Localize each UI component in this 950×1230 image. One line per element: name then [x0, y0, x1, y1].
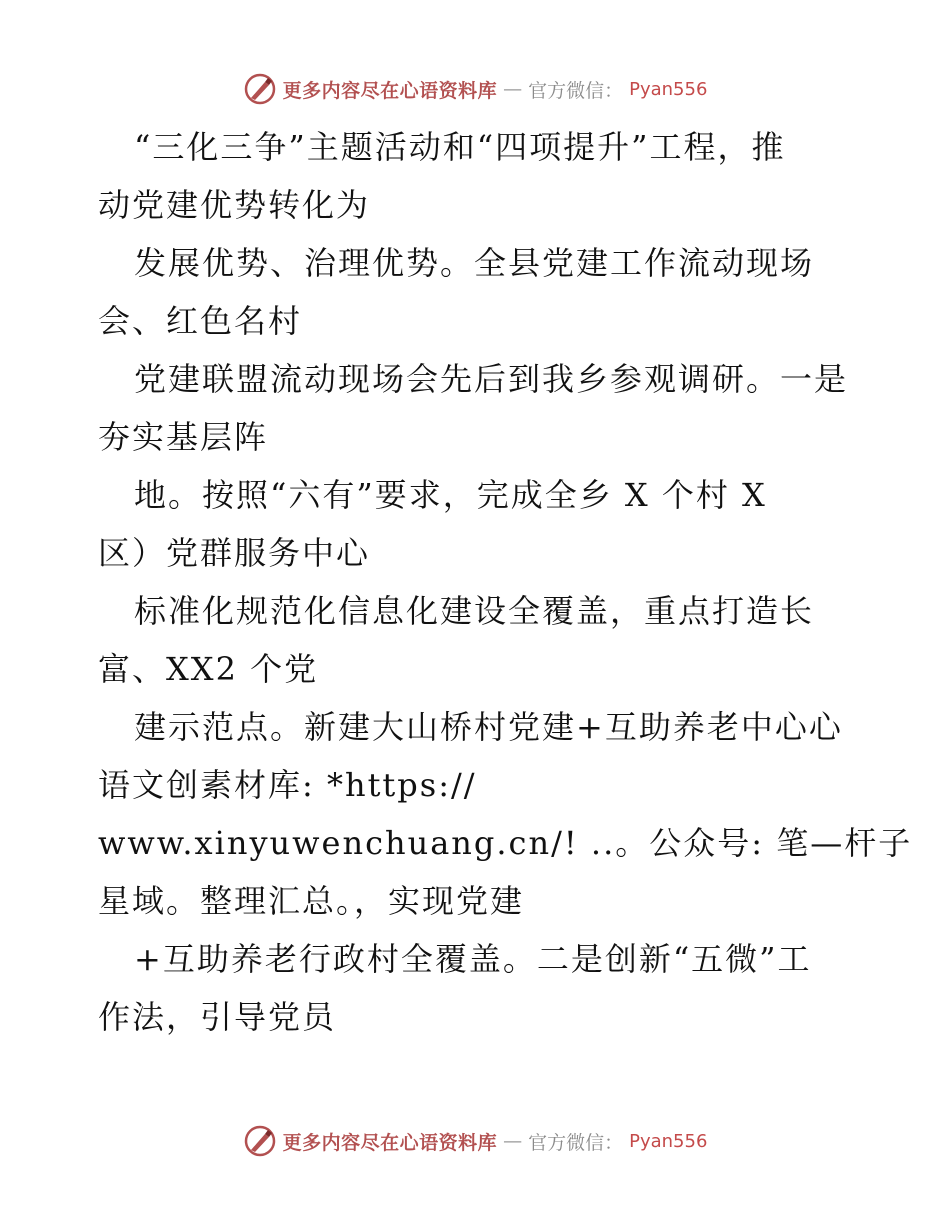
- watermark-brand-text: 更多内容尽在心语资料库: [282, 1131, 498, 1154]
- watermark-official-text: 官方微信：: [528, 79, 624, 102]
- footer-watermark: [0, 1124, 950, 1158]
- text-line: 党建联盟流动现场会先后到我乡参观调研。一是: [134, 360, 849, 398]
- watermark-official-text: 官方微信：: [528, 1131, 624, 1154]
- text-line: 富、XX2 个党: [98, 650, 319, 688]
- text-line: 区）党群服务中心: [98, 534, 371, 572]
- pen-logo-icon: [243, 72, 277, 106]
- text-line: 发展优势、治理优势。全县党建工作流动现场: [134, 244, 815, 282]
- text-line: www.xinyuwenchuang.cn/! ..。公众号: 笔—杆子: [98, 824, 913, 862]
- watermark-dash: —: [503, 1130, 523, 1152]
- text-line: 夯实基层阵: [98, 418, 269, 456]
- text-line: 语文创素材库: *https://: [98, 766, 477, 804]
- text-line: 建示范点。新建大山桥村党建+互助养老中心心: [134, 708, 843, 746]
- watermark-wechat-id: Pyan556: [629, 1130, 708, 1152]
- text-line: “三化三争”主题活动和“四项提升”工程，推: [134, 128, 786, 166]
- header-watermark: [0, 72, 950, 106]
- text-line: 星域。整理汇总。，实现党建: [98, 882, 525, 920]
- text-line: 会、红色名村: [98, 302, 303, 340]
- watermark-dash: —: [503, 78, 523, 100]
- pen-logo-icon: [243, 1124, 277, 1158]
- text-line: +互助养老行政村全覆盖。二是创新“五微”工: [134, 940, 812, 978]
- watermark-brand-text: 更多内容尽在心语资料库: [282, 79, 498, 102]
- text-line: 标准化规范化信息化建设全覆盖，重点打造长: [134, 592, 815, 630]
- watermark-wechat-id: Pyan556: [629, 78, 708, 100]
- text-line: 作法，引导党员: [98, 998, 337, 1036]
- text-line: 动党建优势转化为: [98, 186, 371, 224]
- document-body: [98, 118, 913, 1046]
- text-line: 地。按照“六有”要求，完成全乡 X 个村 X: [134, 476, 767, 514]
